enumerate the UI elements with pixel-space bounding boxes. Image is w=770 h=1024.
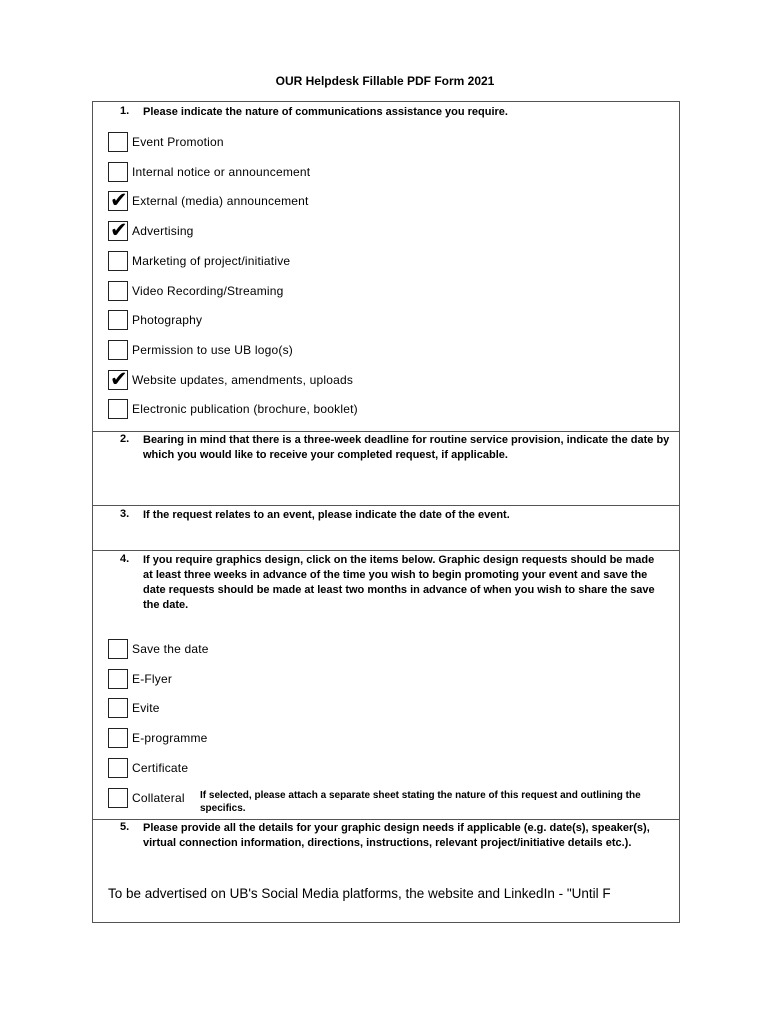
- graphics-option-label-6: Collateral: [132, 790, 185, 805]
- assistance-option-checkbox-6[interactable]: [108, 281, 128, 301]
- assistance-option-checkbox-4[interactable]: [108, 218, 128, 243]
- question-4-text: If you require graphics design, click on the items below. Graphic design requests should be made at least three weeks in advance of the time you wish to begin promoting your event and save the date requests should be made at least two months in advance of when you wish to share the save the date.: [143, 554, 655, 611]
- question-2-number: 2.: [120, 433, 130, 445]
- question-5-number: 5.: [120, 821, 130, 833]
- assistance-option-label-1: Event Promotion: [132, 135, 224, 149]
- assistance-option-checkbox-8[interactable]: [108, 340, 128, 360]
- question-5-answer-field[interactable]: To be advertised on UB's Social Media platforms, the website and LinkedIn - "Until F: [108, 886, 611, 901]
- collateral-note: If selected, please attach a separate sheet stating the nature of this request and outlining the specifics.: [200, 790, 641, 814]
- graphics-option-checkbox-4[interactable]: [108, 728, 128, 748]
- assistance-option-label-2: Internal notice or announcement: [132, 164, 311, 179]
- assistance-option-label-10: Electronic publication (brochure, booklet): [132, 402, 358, 417]
- checkmark-icon: ✔: [110, 366, 128, 391]
- assistance-option-checkbox-5[interactable]: [108, 251, 128, 271]
- graphics-option-label-5: Certificate: [132, 760, 189, 775]
- assistance-option-label-4: Advertising: [132, 224, 194, 239]
- question-4-number: 4.: [120, 553, 130, 565]
- assistance-option-label-8: Permission to use UB logo(s): [132, 342, 293, 357]
- graphics-option-checkbox-1[interactable]: [108, 639, 128, 659]
- assistance-option-label-9: Website updates, amendments, uploads: [132, 372, 354, 387]
- question-1-text: Please indicate the nature of communications assistance you require.: [143, 106, 508, 118]
- assistance-option-checkbox-7[interactable]: [108, 310, 128, 330]
- assistance-option-checkbox-2[interactable]: [108, 162, 128, 182]
- assistance-option-checkbox-10[interactable]: [108, 399, 128, 419]
- graphics-option-checkbox-6[interactable]: [108, 788, 128, 808]
- assistance-option-label-3: External (media) announcement: [132, 194, 309, 209]
- question-3-answer-field[interactable]: [108, 526, 673, 546]
- graphics-option-label-4: E-programme: [132, 731, 208, 746]
- question-3-text: If the request relates to an event, please indicate the date of the event.: [143, 509, 510, 521]
- graphics-option-label-2: E-Flyer: [132, 671, 173, 686]
- graphics-option-checkbox-2[interactable]: [108, 669, 128, 689]
- form-title: OUR Helpdesk Fillable PDF Form 2021: [275, 74, 495, 88]
- assistance-option-label-5: Marketing of project/initiative: [132, 253, 291, 268]
- question-1-number: 1.: [120, 105, 130, 117]
- question-5-text: Please provide all the details for your graphic design needs if applicable (e.g. date(s), speaker(s), virtual connection information, directions, instructions, relevant project/initiative details etc.).: [143, 822, 650, 849]
- graphics-option-label-1: Save the date: [132, 642, 209, 656]
- graphics-option-checkbox-3[interactable]: [108, 698, 128, 718]
- section-divider: [92, 819, 680, 820]
- section-divider: [92, 505, 680, 506]
- assistance-option-checkbox-1[interactable]: [108, 132, 128, 152]
- section-divider: [92, 431, 680, 432]
- assistance-option-checkbox-9[interactable]: [108, 366, 128, 391]
- question-3-number: 3.: [120, 508, 130, 520]
- checkmark-icon: ✔: [110, 188, 128, 213]
- question-2-answer-field[interactable]: [108, 480, 673, 500]
- assistance-option-label-7: Photography: [132, 313, 203, 328]
- question-2-text: Bearing in mind that there is a three-week deadline for routine service provision, indicate the date by which you would like to receive your completed request, if applicable.: [143, 434, 670, 461]
- graphics-option-label-3: Evite: [132, 701, 160, 716]
- assistance-option-label-6: Video Recording/Streaming: [132, 283, 284, 298]
- graphics-option-checkbox-5[interactable]: [108, 758, 128, 778]
- checkmark-icon: ✔: [110, 218, 128, 243]
- assistance-option-checkbox-3[interactable]: [108, 188, 128, 213]
- section-divider: [92, 550, 680, 551]
